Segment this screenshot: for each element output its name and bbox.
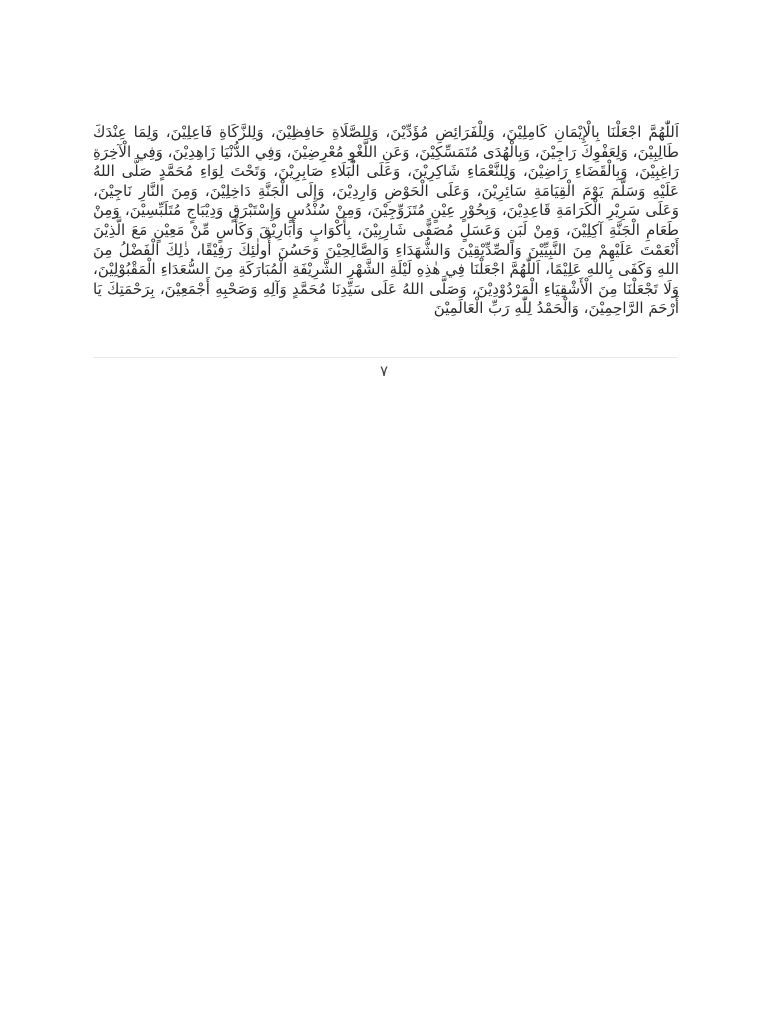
dua-paragraph: اَللّٰهُمَّ اجْعَلْنَا بِالْإِيْمَانِ كَامِلِيْنَ، وَلِلْفَرَائِضِ مُؤَدِّيْنَ، وَلِلصَّلَاةِ حَافِظِيْنَ، وَلِلزَّكَاةِ فَاعِلِيْنَ، وَلِمَا عِنْدَكَ طَالِبِيْنَ، وَلِعَفْوِكَ رَاجِيْنَ، وَبِالْهُدَى مُتَمَسِّكِيْنَ، وَعَنِ اللَّغْوِ مُعْرِضِيْنَ، وَفِي الدُّنْيَا زَاهِدِيْنَ، وَفِي الْآخِرَةِ رَاغِبِيْنَ، وَبِالْقَضَاءِ رَاضِيْنَ، وَلِلنَّعْمَاءِ شَاكِرِيْنَ، وَعَلَى الْبَلَاءِ صَابِرِيْنَ، وَتَحْتَ لِوَاءِ مُحَمَّدٍ صَلَّى اللهُ عَلَيْهِ وَسَلَّمَ يَوْمَ الْقِيَامَةِ سَائِرِيْنَ، وَعَلَى الْحَوْضِ وَارِدِيْنَ، وَإِلَى الْجَنَّةِ دَاخِلِيْنَ، وَمِنَ النَّارِ نَاجِيْنَ، وَعَلَى سَرِيْرِ الْكَرَامَةِ قَاعِدِيْنَ، وَبِحُوْرٍ عِيْنٍ مُتَزَوِّجِيْنَ، وَمِنْ سُنْدُسٍ وَإِسْتَبْرَقٍ وَدِيْبَاجٍ مُتَلَبِّسِيْنَ، وَمِنْ طَعَامِ الْجَنَّةِ آكِلِيْنَ، وَمِنْ لَبَنٍ وَعَسَلٍ مُصَفًّى شَارِبِيْنَ، بِأَكْوَابٍ وَأَبَارِيْقَ وَكَأْسٍ مِّنْ مَعِيْنٍ مَعَ الَّذِيْنَ أَنْعَمْتَ عَلَيْهِمْ مِنَ النَّبِيِّيْنَ وَالصِّدِّيْقِيْنَ وَالشُّهَدَاءِ وَالصَّالِحِيْنَ وَحَسُنَ أُولٰئِكَ رَفِيْقًا، ذٰلِكَ الْفَضْلُ مِنَ اللهِ وَكَفَى بِاللهِ عَلِيْمًا، اَللّٰهُمَّ اجْعَلْنَا فِي هٰذِهِ لَيْلَةِ الشَّهْرِ الشَّرِيْفَةِ الْمُبَارَكَةِ مِنَ السُّعَدَاءِ الْمَقْبُوْلِيْنَ، وَلَا تَجْعَلْنَا مِنَ الْأَشْقِيَاءِ الْمَرْدُوْدِيْنَ، وَصَلَّى اللهُ عَلَى سَيِّدِنَا مُحَمَّدٍ وَآلِهِ وَصَحْبِهِ أَجْمَعِيْنَ، بِرَحْمَتِكَ يَا أَرْحَمَ الرَّاحِمِيْنَ، وَالْحَمْدُ لِلّٰهِ رَبِّ الْعَالَمِيْنَ	[93, 123, 679, 318]
footer-divider	[93, 357, 677, 358]
page-number: ٧	[379, 362, 389, 380]
